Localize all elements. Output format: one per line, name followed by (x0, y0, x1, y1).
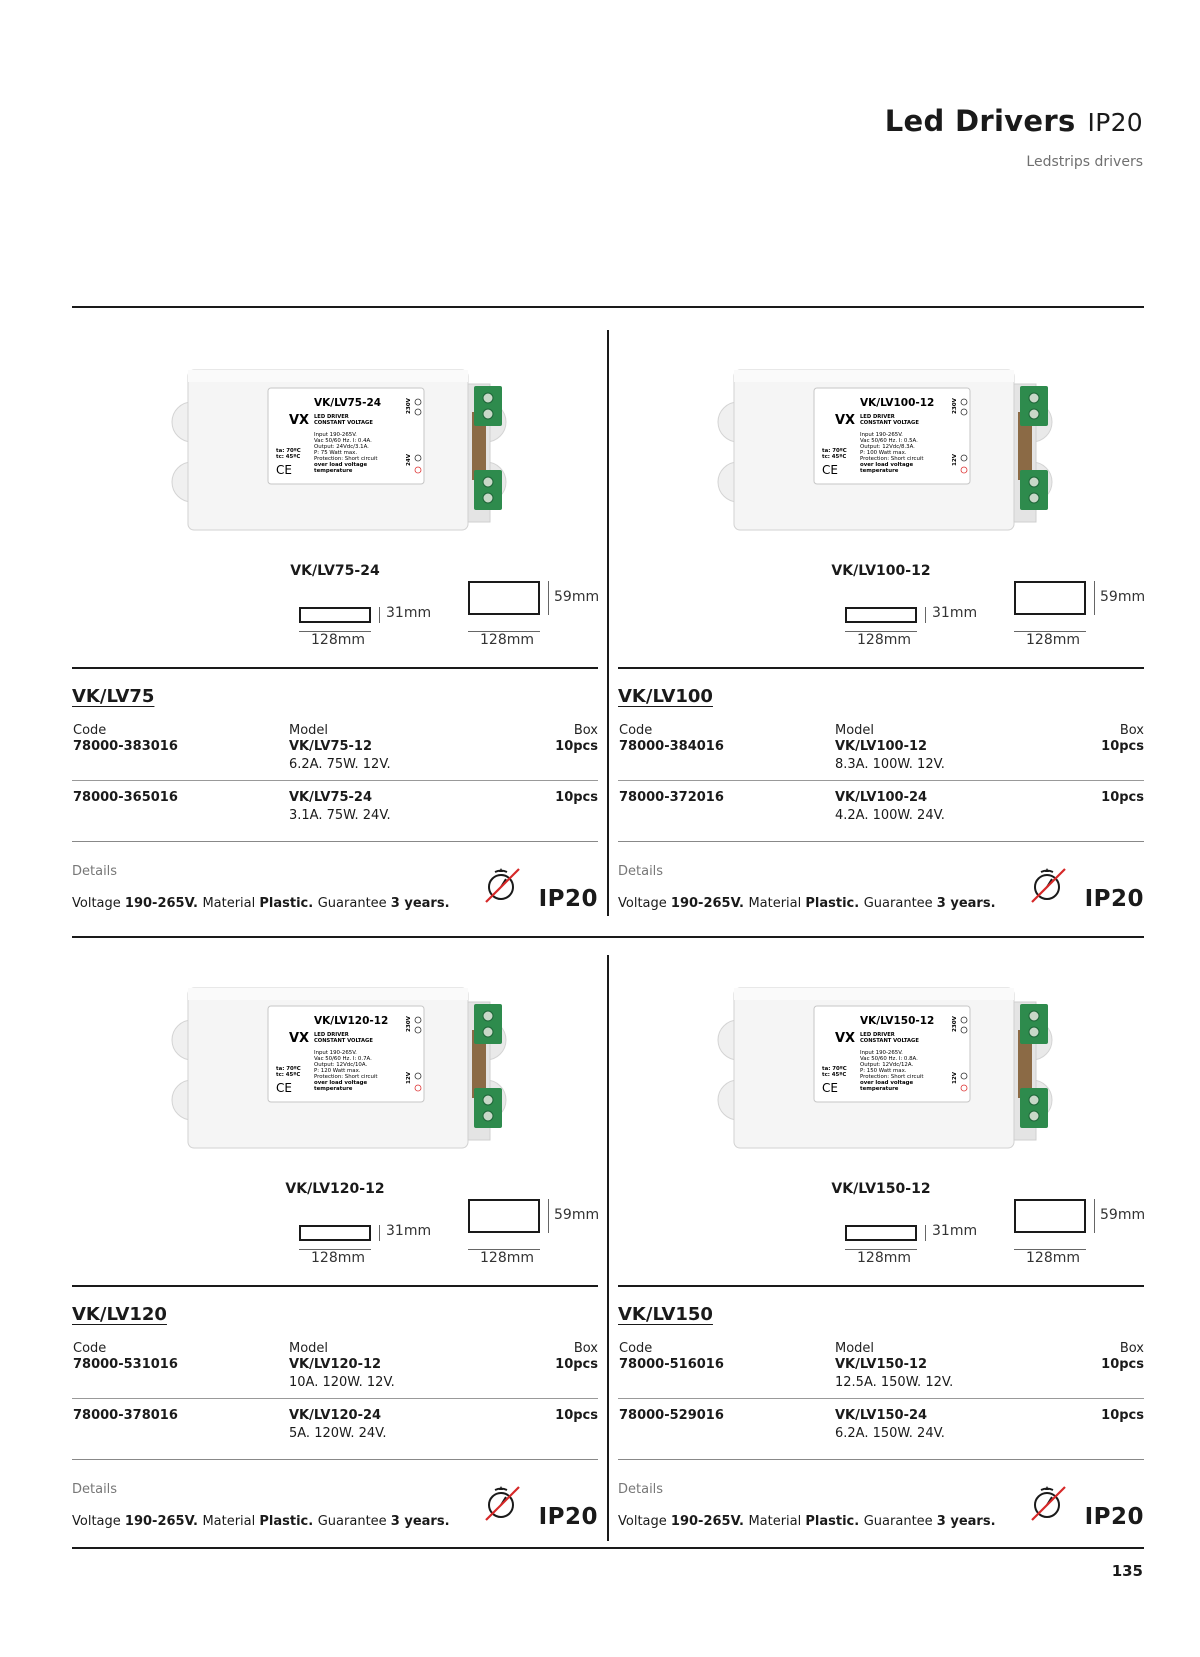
row1-spec: 6.2A. 75W. 12V. (289, 757, 391, 772)
label-logo: VX (835, 1031, 856, 1046)
dimension-top-length-label: 128mm (1026, 1250, 1080, 1266)
label-tc: tc: 45ºC (822, 454, 847, 460)
dimension-top-rect (1014, 581, 1086, 615)
row2-model: VK/LV100-24 (835, 790, 928, 805)
dimension-length-label: 128mm (857, 632, 911, 648)
label-vout: 24V (406, 453, 412, 466)
label-vin: 230V (952, 1015, 958, 1032)
page-subtitle: Ledstrips drivers (1026, 154, 1143, 170)
label-line2: CONSTANT VOLTAGE (314, 420, 373, 426)
material-value: Plastic. (259, 896, 318, 911)
label-ta: ta: 70ºC (276, 1066, 301, 1072)
guarantee-label: Guarantee (863, 1514, 937, 1529)
label-ce-mark: CE (822, 1081, 838, 1095)
column-divider-top (607, 330, 609, 916)
material-value: Plastic. (259, 1514, 318, 1529)
box-header: Box (1119, 723, 1144, 738)
label-spec-protection: Protection: Short circuit (860, 1074, 924, 1080)
page-title-ip: IP20 (1087, 108, 1143, 137)
row1-code: 78000-516016 (619, 1357, 724, 1372)
label-line2: CONSTANT VOLTAGE (860, 1038, 919, 1044)
row1-spec: 10A. 120W. 12V. (289, 1375, 395, 1390)
dimension-height-label: 31mm (386, 605, 432, 621)
label-spec-overload: over load voltage (314, 462, 368, 468)
label-line2: CONSTANT VOLTAGE (314, 1038, 373, 1044)
material-label: Material (202, 896, 260, 911)
row1-spec: 12.5A. 150W. 12V. (835, 1375, 954, 1390)
details-text (72, 896, 450, 911)
voltage-label: Voltage (618, 896, 671, 911)
dimension-top-length-label: 128mm (480, 632, 534, 648)
row2-model: VK/LV150-24 (835, 1408, 928, 1423)
label-vout: 12V (952, 1071, 958, 1084)
row2-box: 10pcs (555, 1408, 598, 1423)
label-logo: VX (289, 1031, 310, 1046)
dimension-top-rect (468, 1199, 540, 1233)
model-header: Model (835, 723, 875, 738)
spec-divider (72, 1285, 598, 1287)
material-label: Material (748, 896, 806, 911)
dimension-height-tick (379, 1225, 380, 1241)
dimension-side-view (845, 600, 995, 650)
label-spec-temperature: temperature (860, 468, 899, 474)
row2-box: 10pcs (1101, 790, 1144, 805)
dimension-side-rect (299, 1225, 371, 1241)
row1-model: VK/LV100-12 (835, 739, 928, 754)
page-title (885, 104, 1143, 138)
ip-rating-badge: IP20 (538, 886, 598, 912)
row1-model: VK/LV120-12 (289, 1357, 382, 1372)
ip-rating-badge: IP20 (538, 1504, 598, 1530)
product-image (162, 340, 532, 540)
code-header: Code (73, 723, 107, 738)
dimension-top-rect (1014, 1199, 1086, 1233)
label-vin: 230V (406, 1015, 412, 1032)
dimension-width-label: 59mm (1100, 589, 1146, 605)
label-spec-power: P: 120 Watt max. (314, 1068, 361, 1074)
series-title: VK/LV100 (618, 686, 713, 707)
dimension-width-label: 59mm (554, 589, 600, 605)
label-vout: 12V (406, 1071, 412, 1084)
dimension-height-label: 31mm (932, 605, 978, 621)
row1-box: 10pcs (555, 739, 598, 754)
row-separator (72, 1398, 598, 1399)
dimension-width-tick (548, 581, 549, 615)
dimension-height-tick (379, 607, 380, 623)
guarantee-label: Guarantee (317, 896, 391, 911)
row1-box: 10pcs (1101, 1357, 1144, 1372)
series-title: VK/LV120 (72, 1304, 167, 1325)
guarantee-label: Guarantee (317, 1514, 391, 1529)
row2-spec: 5A. 120W. 24V. (289, 1426, 387, 1441)
row2-spec: 6.2A. 150W. 24V. (835, 1426, 945, 1441)
guarantee-label: Guarantee (863, 896, 937, 911)
ip-rating-badge: IP20 (1084, 1504, 1144, 1530)
box-header: Box (573, 1341, 598, 1356)
label-line1: LED DRIVER (860, 1032, 895, 1038)
row2-code: 78000-529016 (619, 1408, 724, 1423)
row1-box: 10pcs (1101, 739, 1144, 754)
label-vin: 230V (406, 397, 412, 414)
code-header: Code (619, 1341, 653, 1356)
row2-code: 78000-378016 (73, 1408, 178, 1423)
dimension-height-tick (925, 607, 926, 623)
dimension-top-view (1014, 581, 1144, 651)
section-divider-top (72, 306, 1144, 308)
row1-code: 78000-384016 (619, 739, 724, 754)
details-label: Details (618, 1482, 664, 1497)
ip-rating-badge: IP20 (1084, 886, 1144, 912)
dimension-top-view (468, 581, 598, 651)
label-line1: LED DRIVER (860, 414, 895, 420)
label-model: VK/LV150-12 (860, 1015, 935, 1027)
label-spec-protection: Protection: Short circuit (314, 1074, 378, 1080)
spec-divider (618, 667, 1144, 669)
row1-model: VK/LV75-12 (289, 739, 373, 754)
product-panel-vk-lv75 (72, 330, 598, 930)
row-separator (618, 1398, 1144, 1399)
dimension-top-length-label: 128mm (480, 1250, 534, 1266)
product-caption: VK/LV150-12 (831, 1181, 931, 1197)
dimension-side-view (299, 1218, 449, 1268)
dimension-top-length-label: 128mm (1026, 632, 1080, 648)
product-caption: VK/LV120-12 (285, 1181, 385, 1197)
product-image (162, 958, 532, 1158)
material-label: Material (202, 1514, 260, 1529)
row2-spec: 4.2A. 100W. 24V. (835, 808, 945, 823)
dimension-side-rect (845, 1225, 917, 1241)
product-caption: VK/LV100-12 (831, 563, 931, 579)
label-spec-power: P: 75 Watt max. (314, 450, 358, 456)
label-spec-frequency: Vac 50/60 Hz. I: 0.8A. (860, 1056, 918, 1062)
label-spec-input: Input 190-265V. (314, 1050, 357, 1056)
box-header: Box (573, 723, 598, 738)
row2-model: VK/LV120-24 (289, 1408, 382, 1423)
label-spec-input: Input 190-265V. (860, 432, 903, 438)
label-tc: tc: 45ºC (276, 454, 301, 460)
voltage-label: Voltage (618, 1514, 671, 1529)
code-header: Code (73, 1341, 107, 1356)
page-header (885, 104, 1143, 170)
guarantee-value: 3 years. (936, 896, 996, 911)
details-label: Details (72, 1482, 118, 1497)
material-value: Plastic. (805, 896, 864, 911)
dimension-width-tick (548, 1199, 549, 1233)
row-separator (72, 780, 598, 781)
voltage-label: Voltage (72, 896, 125, 911)
spec-divider (618, 1285, 1144, 1287)
product-panel-vk-lv100 (618, 330, 1144, 930)
row-separator (618, 780, 1144, 781)
label-spec-overload: over load voltage (314, 1080, 368, 1086)
label-spec-frequency: Vac 50/60 Hz. I: 0.7A. (314, 1056, 372, 1062)
product-image (708, 958, 1078, 1158)
dimension-width-label: 59mm (1100, 1207, 1146, 1223)
details-text (72, 1514, 450, 1529)
voltage-value: 190-265V. (124, 896, 203, 911)
details-text (618, 896, 996, 911)
label-line1: LED DRIVER (314, 1032, 349, 1038)
dimension-height-label: 31mm (932, 1223, 978, 1239)
spec-divider (72, 667, 598, 669)
dimension-side-rect (299, 607, 371, 623)
label-spec-output: Output: 12Vdc/10A. (314, 1062, 368, 1068)
row1-model: VK/LV150-12 (835, 1357, 928, 1372)
dimension-width-label: 59mm (554, 1207, 600, 1223)
model-header: Model (835, 1341, 875, 1356)
dimension-length-label: 128mm (311, 632, 365, 648)
label-spec-protection: Protection: Short circuit (860, 456, 924, 462)
row1-code: 78000-383016 (73, 739, 178, 754)
voltage-label: Voltage (72, 1514, 125, 1529)
page-number: 135 (1111, 1562, 1143, 1580)
label-ce-mark: CE (276, 1081, 292, 1095)
row1-box: 10pcs (555, 1357, 598, 1372)
details-separator (618, 1459, 1144, 1460)
label-spec-overload: over load voltage (860, 1080, 914, 1086)
label-spec-input: Input 190-265V. (860, 1050, 903, 1056)
voltage-value: 190-265V. (670, 896, 749, 911)
dimension-height-tick (925, 1225, 926, 1241)
label-vin: 230V (952, 397, 958, 414)
dimension-top-rect (468, 581, 540, 615)
label-ta: ta: 70ºC (822, 1066, 847, 1072)
product-caption: VK/LV75-24 (290, 563, 380, 579)
product-image (708, 340, 1078, 540)
label-spec-frequency: Vac 50/60 Hz. I: 0.4A. (314, 438, 372, 444)
voltage-value: 190-265V. (124, 1514, 203, 1529)
dimension-width-tick (1094, 1199, 1095, 1233)
label-model: VK/LV75-24 (314, 397, 382, 409)
label-line1: LED DRIVER (314, 414, 349, 420)
label-vout: 12V (952, 453, 958, 466)
details-label: Details (618, 864, 664, 879)
label-spec-power: P: 150 Watt max. (860, 1068, 907, 1074)
series-title: VK/LV150 (618, 1304, 713, 1325)
guarantee-value: 3 years. (390, 896, 450, 911)
label-tc: tc: 45ºC (822, 1072, 847, 1078)
voltage-value: 190-265V. (670, 1514, 749, 1529)
material-label: Material (748, 1514, 806, 1529)
row1-spec: 8.3A. 100W. 12V. (835, 757, 945, 772)
label-tc: tc: 45ºC (276, 1072, 301, 1078)
column-divider-bottom (607, 955, 609, 1541)
no-dimming-icon (482, 864, 522, 904)
page-title-text: Led Drivers (884, 104, 1076, 138)
label-model: VK/LV100-12 (860, 397, 935, 409)
dimension-top-view (468, 1199, 598, 1269)
no-dimming-icon (1028, 1482, 1068, 1522)
details-separator (618, 841, 1144, 842)
box-header: Box (1119, 1341, 1144, 1356)
row2-code: 78000-372016 (619, 790, 724, 805)
label-spec-input: Input 190-265V. (314, 432, 357, 438)
dimension-height-label: 31mm (386, 1223, 432, 1239)
guarantee-value: 3 years. (390, 1514, 450, 1529)
label-spec-overload: over load voltage (860, 462, 914, 468)
no-dimming-icon (1028, 864, 1068, 904)
label-line2: CONSTANT VOLTAGE (860, 420, 919, 426)
product-panel-vk-lv150 (618, 948, 1144, 1548)
label-spec-power: P: 100 Watt max. (860, 450, 907, 456)
code-header: Code (619, 723, 653, 738)
section-divider-middle (72, 936, 1144, 938)
label-logo: VX (289, 413, 310, 428)
row2-spec: 3.1A. 75W. 24V. (289, 808, 391, 823)
details-separator (72, 1459, 598, 1460)
label-spec-temperature: temperature (314, 1086, 353, 1092)
dimension-side-view (299, 600, 449, 650)
label-spec-temperature: temperature (860, 1086, 899, 1092)
label-ta: ta: 70ºC (276, 448, 301, 454)
dimension-length-label: 128mm (311, 1250, 365, 1266)
label-spec-output: Output: 12Vdc/12A. (860, 1062, 914, 1068)
label-ce-mark: CE (822, 463, 838, 477)
details-separator (72, 841, 598, 842)
label-spec-frequency: Vac 50/60 Hz. I: 0.5A. (860, 438, 918, 444)
row2-code: 78000-365016 (73, 790, 178, 805)
label-spec-protection: Protection: Short circuit (314, 456, 378, 462)
model-header: Model (289, 1341, 329, 1356)
details-label: Details (72, 864, 118, 879)
product-panel-vk-lv120 (72, 948, 598, 1548)
material-value: Plastic. (805, 1514, 864, 1529)
dimension-side-view (845, 1218, 995, 1268)
label-spec-output: Output: 12Vdc/8.3A. (860, 444, 915, 450)
details-text (618, 1514, 996, 1529)
no-dimming-icon (482, 1482, 522, 1522)
row2-box: 10pcs (1101, 1408, 1144, 1423)
dimension-side-rect (845, 607, 917, 623)
label-logo: VX (835, 413, 856, 428)
label-spec-output: Output: 24Vdc/3.1A. (314, 444, 369, 450)
dimension-width-tick (1094, 581, 1095, 615)
row1-code: 78000-531016 (73, 1357, 178, 1372)
series-title: VK/LV75 (72, 686, 155, 707)
dimension-top-view (1014, 1199, 1144, 1269)
row2-model: VK/LV75-24 (289, 790, 373, 805)
label-model: VK/LV120-12 (314, 1015, 389, 1027)
row2-box: 10pcs (555, 790, 598, 805)
dimension-length-label: 128mm (857, 1250, 911, 1266)
model-header: Model (289, 723, 329, 738)
guarantee-value: 3 years. (936, 1514, 996, 1529)
label-ta: ta: 70ºC (822, 448, 847, 454)
label-spec-temperature: temperature (314, 468, 353, 474)
label-ce-mark: CE (276, 463, 292, 477)
